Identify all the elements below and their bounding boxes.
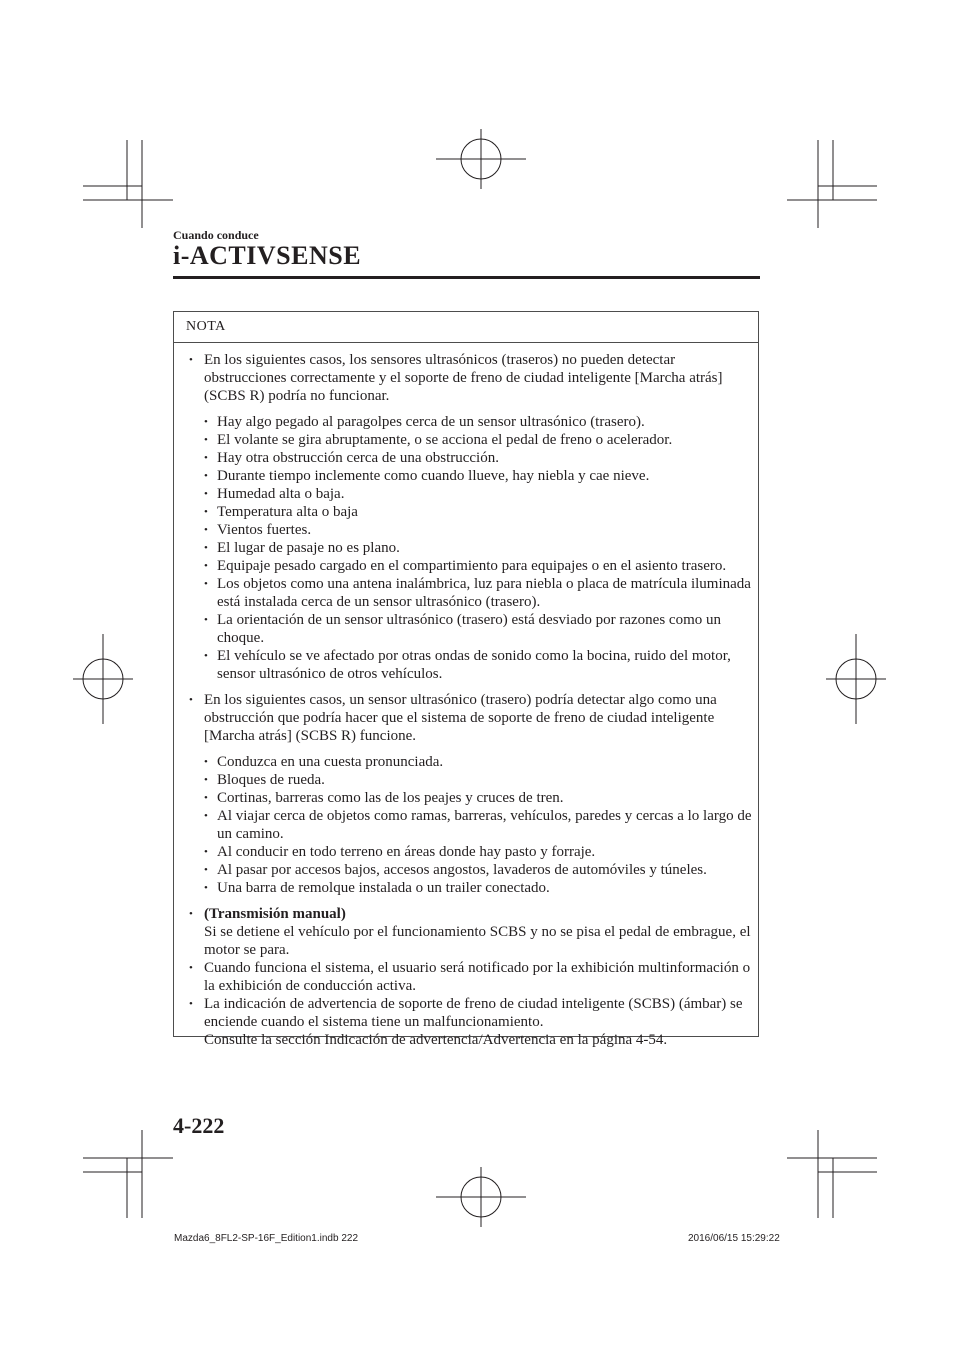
- note-header: [174, 312, 758, 343]
- page-title: i-ACTIVSENSE: [173, 241, 362, 270]
- sub-item: • Durante tiempo inclemente como cuando llueve, hay niebla y cae nieve.: [201, 467, 756, 485]
- section-label: Cuando conduce: [173, 228, 259, 242]
- sub-item: • Al viajar cerca de objetos como ramas, barreras, vehículos, paredes y cercas a lo largo de un camino.: [201, 807, 756, 843]
- sub-item: • Temperatura alta o baja: [201, 503, 756, 521]
- sub-item: • Conduzca en una cuesta pronunciada.: [201, 753, 756, 771]
- sub-item: • Bloques de rueda.: [201, 771, 756, 789]
- sub-item: • El volante se gira abruptamente, o se acciona el pedal de freno o acelerador.: [201, 431, 756, 449]
- footer-date-info: 2016/06/15 15:29:22: [688, 1233, 780, 1244]
- sub-item: • Cortinas, barreras como las de los peajes y cruces de tren.: [201, 789, 756, 807]
- sub-item: • Vientos fuertes.: [201, 521, 756, 539]
- note-item: [186, 995, 756, 1049]
- sub-list-2: [186, 753, 756, 897]
- sub-item: • La orientación de un sensor ultrasónico (trasero) está desviado por razones como un choque.: [201, 611, 756, 647]
- sub-item: • Los objetos como una antena inalámbrica, luz para niebla o placa de matrícula iluminada está instalada cerca de un sensor ultrasónico (trasero).: [201, 575, 756, 611]
- page-number: 4-222: [173, 1113, 225, 1138]
- sub-list-1: [186, 413, 756, 683]
- note-box: [173, 311, 759, 1048]
- note-body: [186, 351, 756, 1049]
- note-item: • En los siguientes casos, los sensores ultrasónicos (traseros) no pueden detectar obstrucciones correctamente y el soporte de freno de ciudad inteligente [Marcha atrás] (SCBS R) podría no funcionar.: [186, 351, 756, 405]
- sub-item: • Hay otra obstrucción cerca de una obstrucción.: [201, 449, 756, 467]
- manual-transmission-item: [186, 905, 756, 959]
- title-rule: [173, 276, 760, 279]
- sub-item: • Al conducir en todo terreno en áreas donde hay pasto y forraje.: [201, 843, 756, 861]
- sub-item: • Hay algo pegado al paragolpes cerca de un sensor ultrasónico (trasero).: [201, 413, 756, 431]
- note-item: • En los siguientes casos, un sensor ultrasónico (trasero) podría detectar algo como una obstrucción que podría hacer que el sistema de soporte de freno de ciudad inteligente [Marcha atrás] (SCBS R) funcione.: [186, 691, 756, 745]
- sub-item: • Equipaje pesado cargado en el compartimiento para equipajes o en el asiento trasero.: [201, 557, 756, 575]
- sub-item: • Al pasar por accesos bajos, accesos angostos, lavaderos de automóviles y túneles.: [201, 861, 756, 879]
- sub-item: • El vehículo se ve afectado por otras ondas de sonido como la bocina, ruido del motor, sensor ultrasónico de otros vehículos.: [201, 647, 756, 683]
- warning-text: • La indicación de advertencia de soporte de freno de ciudad inteligente (SCBS) (ámbar) se enciende cuando el sistema tiene un malfuncionamiento.: [204, 996, 743, 1030]
- reference-text: Consulte la sección Indicación de advertencia/Advertencia en la página 4-54.: [204, 1032, 668, 1048]
- sub-item: • Una barra de remolque instalada o un trailer conectado.: [201, 879, 756, 897]
- footer-file-info: Mazda6_8FL2-SP-16F_Edition1.indb 222: [174, 1233, 359, 1244]
- note-title: NOTA: [186, 319, 226, 334]
- manual-text: Si se detiene el vehículo por el funcionamiento SCBS y no se pisa el pedal de embrague, el motor se para.: [204, 924, 751, 958]
- sub-item: • El lugar de pasaje no es plano.: [201, 539, 756, 557]
- manual-heading: • (Transmisión manual): [204, 906, 346, 922]
- sub-item: • Humedad alta o baja.: [201, 485, 756, 503]
- note-item: • Cuando funciona el sistema, el usuario será notificado por la exhibición multinformación o la exhibición de conducción activa.: [186, 959, 756, 995]
